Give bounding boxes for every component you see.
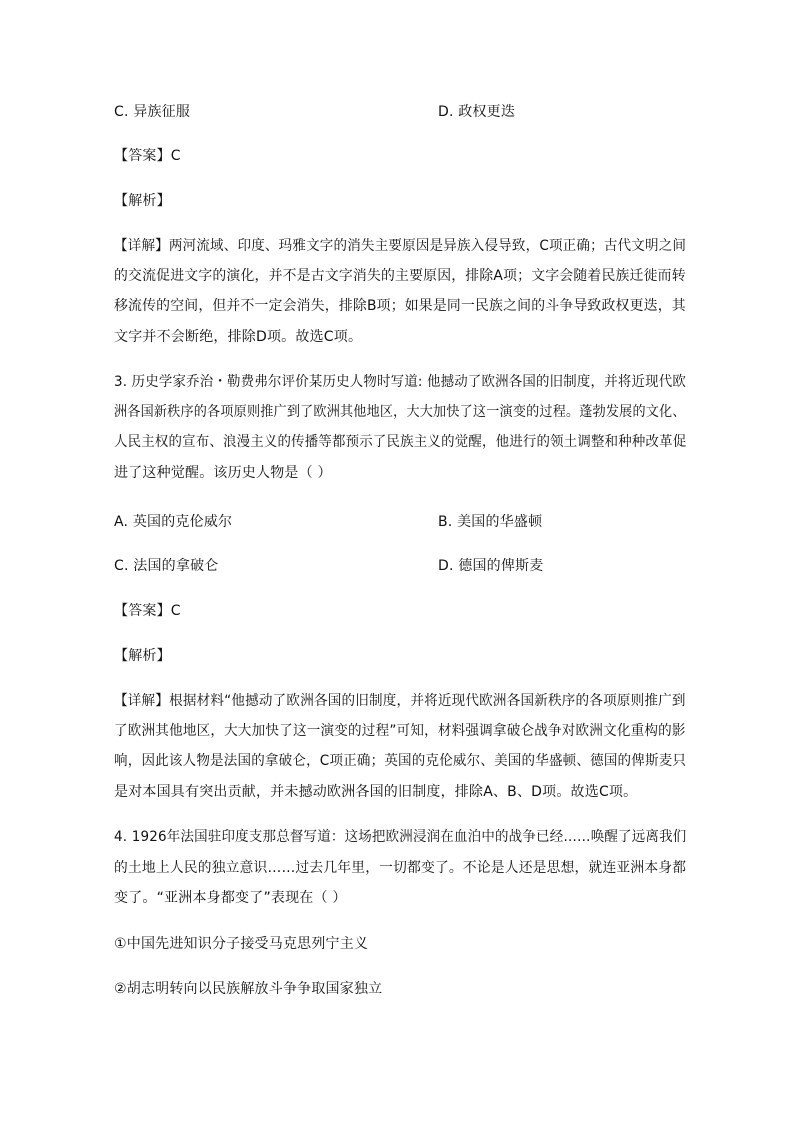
q2-answer: 【答案】C bbox=[114, 148, 181, 164]
q3-stem-line: 洲各国新秩序的各项原则推广到了欧洲其他地区，大大加快了这一演变的过程。蓬勃发展的文化、 bbox=[114, 404, 686, 420]
q2-option-c: C. 异族征服 bbox=[114, 104, 191, 120]
q4-stem-line: 变了。“亚洲本身都变了”表现在（ ） bbox=[114, 890, 347, 906]
q3-stem-line: 3. 历史学家乔治・勒费弗尔评价某历史人物时写道: 他撼动了欧洲各国的旧制度，并将近现代欧 bbox=[114, 374, 686, 390]
q2-detail-line: 文字并不会断绝，排除D项。故选C项。 bbox=[114, 329, 363, 345]
q2-detail-line: 的交流促进文字的演化，并不是古文字消失的主要原因，排除A项；文字会随着民族迁徙而转 bbox=[114, 268, 686, 284]
q3-answer: 【答案】C bbox=[114, 603, 181, 619]
q3-detail-line: 【详解】根据材料“他撼动了欧洲各国的旧制度，并将近现代欧洲各国新秩序的各项原则推广到 bbox=[114, 693, 686, 709]
q3-option-a: A. 英国的克伦威尔 bbox=[114, 514, 233, 530]
q4-stem-line: 的土地上人民的独立意识……过去几年里，一切都变了。不论是人还是思想，就连亚洲本身都 bbox=[114, 860, 687, 876]
q3-detail-line: 是对本国具有突出贡献，并未撼动欧洲各国的旧制度，排除A、B、D项。故选C项。 bbox=[114, 784, 638, 800]
q2-option-d: D. 政权更迭 bbox=[438, 104, 516, 120]
q3-option-d: D. 德国的俾斯麦 bbox=[438, 558, 544, 574]
q4-stem-line: 4. 1926年法国驻印度支那总督写道：这场把欧洲浸润在血泊中的战争已经……唤醒了远离我们 bbox=[114, 829, 687, 845]
q2-detail-line: 【详解】两河流域、印度、玛雅文字的消失主要原因是异族入侵导致，C项正确；古代文明之间 bbox=[114, 238, 687, 254]
q3-detail-line: 响，因此该人物是法国的拿破仑，C项正确；英国的克伦威尔、美国的华盛顿、德国的俾斯麦只 bbox=[114, 753, 687, 769]
q3-option-c: C. 法国的拿破仑 bbox=[114, 558, 219, 574]
q4-item-2: ②胡志明转向以民族解放斗争争取国家独立 bbox=[114, 981, 383, 997]
q3-stem-line: 人民主权的宣布、浪漫主义的传播等都预示了民族主义的觉醒，他进行的领土调整和种种改革促 bbox=[114, 434, 687, 450]
q4-item-1: ①中国先进知识分子接受马克思列宁主义 bbox=[114, 936, 369, 952]
q2-detail-line: 移流传的空间，但并不一定会消失，排除B项；如果是同一民族之间的斗争导致政权更迭，其 bbox=[114, 298, 686, 314]
q3-stem-line: 进了这种觉醒。该历史人物是（ ） bbox=[114, 465, 332, 481]
q2-analysis-label: 【解析】 bbox=[114, 193, 171, 209]
q3-analysis-label: 【解析】 bbox=[114, 648, 171, 664]
q3-option-b: B. 美国的华盛顿 bbox=[438, 514, 543, 530]
q3-detail-line: 了欧洲其他地区，大大加快了这一演变的过程”可知，材料强调拿破仑战争对欧洲文化重构的影 bbox=[114, 723, 686, 739]
